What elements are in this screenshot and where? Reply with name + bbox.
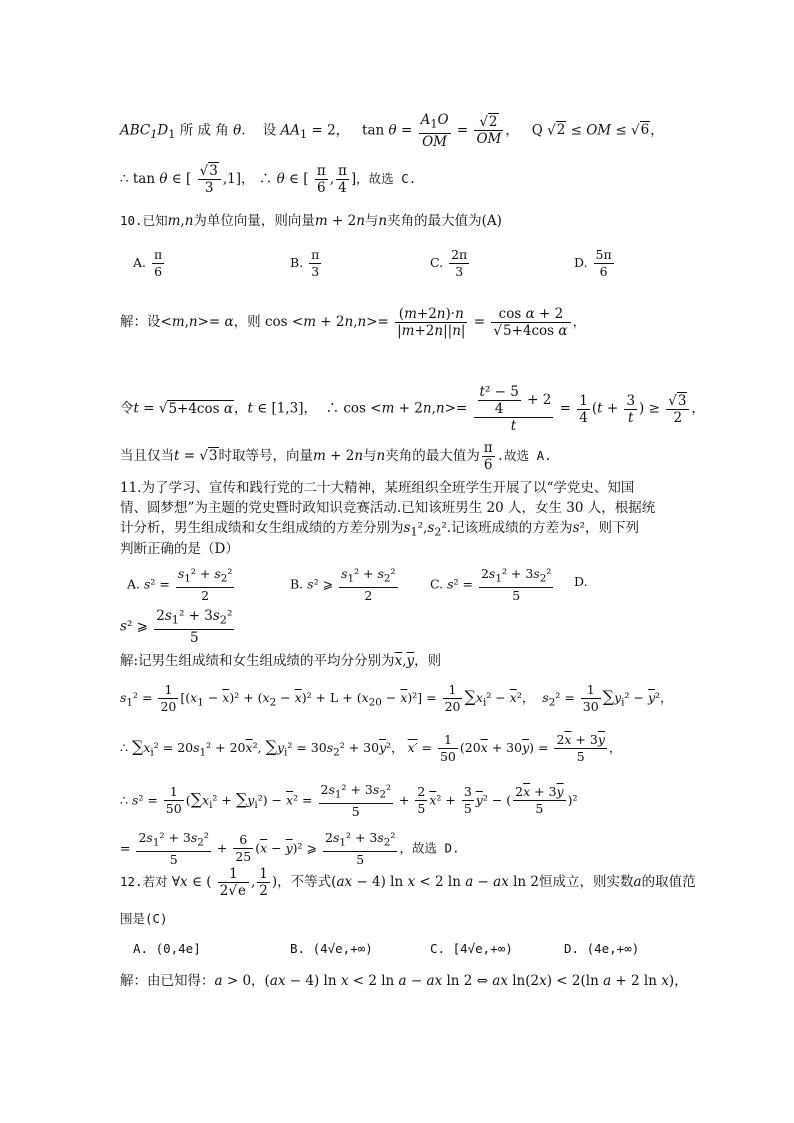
q12-option-d: D. (4e,+∞) [564, 941, 640, 956]
label: D. [574, 255, 588, 270]
q10-solution-2: 令t = √5+4cos α，t ∈ [1,3]， ∴ cos <m + 2n,n>= $\frac{\text{t² − 5}}{4}$ + 2 t = $\frac{1}{4}$ (t + $\frac{3}{t}$ ) ≥ $\frac{√3}{2}$ ， [120, 384, 705, 434]
label: A. [133, 255, 147, 270]
q11-stem-4 [120, 540, 239, 558]
q10-solution-3: 当且仅当t = √3时取等号，向量m + 2n与n夹角的最大值为 $\frac{\pi}{6}$ .故选 A. [120, 440, 552, 473]
text: .记该班成绩的方差为 [446, 520, 573, 536]
q10-solution-1: 解：设<m,n>= α，则 cos <m + 2n,n>= $\frac{(m+2n)\cdot n}{|m+2n||n|}$ = $\frac{\text{cos α + 2}}{\text{√5+4cos α}}$ ， [120, 306, 587, 339]
label: C. [430, 255, 444, 270]
text: ，则 [414, 653, 442, 669]
label: C. [430, 576, 444, 592]
q10-option-a: A. $\frac{\pi}{6}$ [133, 247, 163, 279]
q12-stem: 12.若对 ∀x ∈ ( $\frac{1}{2√e}$ , $\frac{1}{2}$ )，不等式(ax − 4) ln x < 2 ln a − ax ln 2恒成立，则实数a的取值范 [120, 866, 696, 899]
q11-option-d-expr: s² ⩾ $\frac{2s_1^2 + 3s_2^2}{5}$ [120, 608, 233, 646]
label: D. [574, 574, 588, 589]
text: 判断正确的是（D） [120, 541, 239, 557]
q10-option-d: D. $\frac{5\pi}{6}$ [574, 247, 612, 279]
text: 围是(C) [120, 911, 168, 926]
text: ，则下列 [585, 520, 639, 536]
text: 时取等号，向量 [218, 448, 314, 464]
q12-option-c: C. [4√e,+∞) [430, 941, 513, 956]
q11-solution-5: = $\frac{2s_1^2 + 3s_2^2}{5}$ + $\frac{6}{25}$ $(\overline{x} - \overline{y})^2$ ⩾ $\frac{2s_1^2 + 3s_2^2}{5}$ ，故选 D. [120, 830, 460, 867]
q11-option-a: A. s² = $\frac{s_1^2 + s_2^2}{2}$ [127, 566, 233, 603]
q11-solution-4: ∴ s² = $\frac{1}{50}$ $(\sum x_i^2 + \sum y_i^2) - \overline{x}^2$ = $\frac{2s_1^2 + 3s_2^2}{5}$ + $\frac{2}{5}$ $\overline{x}^2$ + $\frac{3}{5}$ $\overline{y}^2$ − ( $\frac{2\overline{x} + 3\overline{y}}{5}$ )² [120, 782, 578, 819]
line-p2: ∴ tan θ ∈ [ $\frac{√3}{3}$ ,1]， ∴ θ ∈ [ $\frac{\pi}{6}$ , $\frac{\pi}{4}$ ]，故选 C. [120, 163, 417, 196]
text: ，故选 D. [399, 840, 460, 856]
text: 解：设 [120, 314, 161, 330]
text: ， [335, 122, 350, 139]
text: 当且仅当 [120, 448, 174, 464]
q11-stem-2 [120, 499, 655, 517]
text: 计分析，男生组成绩和女生组成绩的方差分别为 [120, 520, 404, 536]
text: .故选 A. [496, 448, 552, 463]
text: 所 成 角 [179, 122, 229, 139]
label: A. [127, 576, 141, 592]
text: 恒成立，则实数 [539, 874, 634, 890]
text: ，故选 C. [356, 171, 417, 186]
text: 令 [120, 400, 134, 417]
text: 11.为了学习、宣传和践行党的二十大精神，某班组织全班学生开展了以“学党史、知国 [120, 480, 635, 496]
q11-option-d [574, 574, 588, 589]
text: Q [531, 122, 543, 139]
text: 夹角的最大值为(A) [387, 213, 502, 229]
text: ， [674, 973, 688, 989]
text: 的取值范 [641, 874, 696, 890]
q12-solution-1: 解：由已知得：a > 0，(ax − 4) ln x < 2 ln a − ax ln 2 ⇔ ax ln(2x) < 2(ln a + 2 ln x)， [120, 973, 688, 989]
q11-stem-3: 计分析，男生组成绩和女生组成绩的方差分别为$s_1^2,s_2^2$.记该班成绩的方差为s²，则下列 [120, 520, 639, 539]
text: 12.若对 [120, 874, 168, 889]
text: 与 [364, 213, 379, 229]
q11-stem-1 [120, 479, 634, 497]
text: ， [650, 122, 664, 139]
q11-option-c: C. s² = $\frac{2s_1^2 + 3s_2^2}{5}$ [430, 566, 552, 603]
text: 为单位向量，则向量 [193, 213, 315, 229]
q11-option-b: B. s² ⩾ $\frac{s_1^2 + s_2^2}{2}$ [290, 566, 396, 603]
q10-stem: 10.已知m,n为单位向量，则向量m + 2n与n夹角的最大值为(A) [120, 213, 502, 229]
line-p1: $ABC_1D_1$ 所 成 角 θ. 设 $AA_1 = 2$， tan θ = $\frac{A_1O}{OM}$ = $\frac{√2}{OM}$ ， Q √2 ≤ OM ≤ √6， [120, 112, 664, 150]
q12-option-a: A. (0,4e] [133, 941, 201, 956]
q12-stem-2 [120, 910, 168, 928]
text: 10.已知 [120, 213, 168, 228]
text: 情、圆梦想”为主题的党史暨时政知识竞赛活动.已知该班男生 20 人，女生 30 人，根据统 [120, 500, 656, 516]
text: 解：由已知得： [120, 973, 215, 989]
q12-option-b: B. (4√e,+∞) [290, 941, 373, 956]
text: ，则 [233, 314, 261, 330]
text: 解:记男生组成绩和女生组成绩的平均分分别为 [120, 653, 395, 669]
label: B. [290, 576, 304, 592]
text: 设 [262, 122, 277, 139]
q11-solution-3: ∴ $\sum x_i^2 = 20s_1^2 + 20\overline{x}^2$, $\sum y_i^2 = 30s_2^2 + 30\overline{y}^2$， x′ = $\frac{1}{50}$ $(20\overline{x} + 30\overline{y})$ = $\frac{2\overline{x} + 3\overline{y}}{5}$ ， [120, 732, 622, 764]
text: 与 [363, 448, 377, 464]
q11-solution-2: $s_1^2$ = $\frac{1}{20}$ $[(x_1 - \overline{x})^2 + (x_2 - \overline{x})^2 + L + (x_{20} - \overline{x})^2]$ = $\frac{1}{20}$ $\sum x_i^2 - \overline{x}^2$， $s_2^2$ = $\frac{1}{30}$ $\sum y_i^2 - \overline{y}^2$， [120, 682, 673, 714]
q10-option-b: B. $\frac{\pi}{3}$ [290, 247, 320, 279]
text: ，不等式 [277, 874, 332, 890]
q10-option-c: C. $\frac{2\pi}{3}$ [430, 247, 468, 279]
q11-solution-1: 解:记男生组成绩和女生组成绩的平均分分别为$\overline{x},\overline{y}$，则 [120, 653, 442, 669]
label: B. [290, 255, 304, 270]
text: 夹角的最大值为 [385, 448, 480, 464]
